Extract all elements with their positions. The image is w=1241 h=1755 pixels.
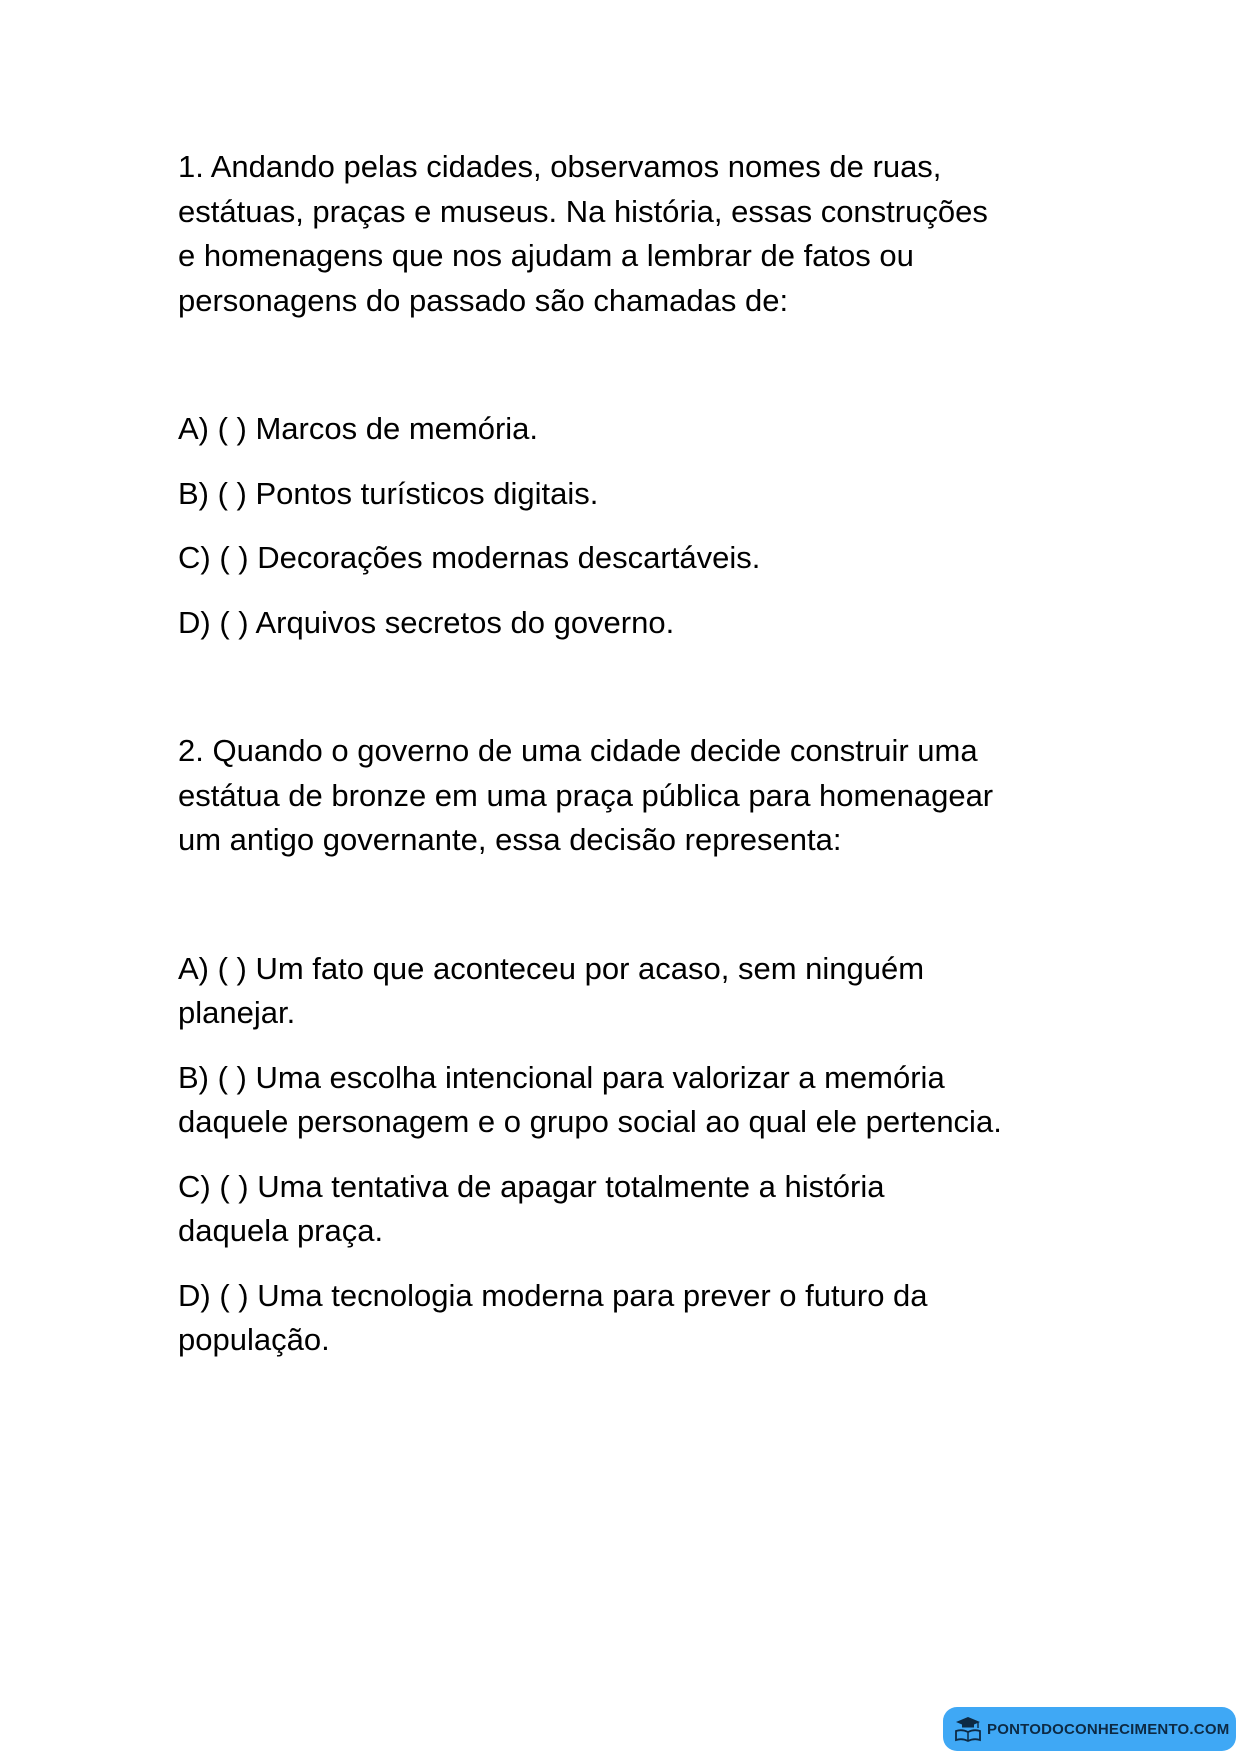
question-1-option-c[interactable]: C) ( ) Decorações modernas descartáveis. — [178, 540, 761, 575]
document-body — [178, 145, 1078, 1383]
question-1 — [178, 145, 1078, 645]
question-2-option-a[interactable]: A) ( ) Um fato que aconteceu por acaso, sem ninguém planejar. — [178, 950, 925, 1030]
question-1-option-d[interactable]: D) ( ) Arquivos secretos do governo. — [178, 604, 675, 640]
question-1-text: 1. Andando pelas cidades, observamos nomes de ruas, estátuas, praças e museus. Na história, essas construções e homenagens que nos ajudam a lembrar de fatos ou personagens do passado são chamadas de: — [178, 149, 988, 318]
question-2-options — [178, 947, 1078, 1363]
site-badge-text: PONTODOCONHECIMENTO.COM — [987, 1720, 1230, 1738]
question-2-option-c[interactable]: C) ( ) Uma tentativa de apagar totalmente a história daquela praça. — [178, 1168, 885, 1248]
question-2-option-d[interactable]: D) ( ) Uma tecnologia moderna para prever o futuro da população. — [178, 1277, 928, 1357]
question-2-option-b[interactable]: B) ( ) Uma escolha intencional para valorizar a memória daquele personagem e o grupo social ao qual ele pertencia. — [178, 1059, 1002, 1139]
graduation-book-icon — [953, 1714, 983, 1744]
question-2-text: 2. Quando o governo de uma cidade decide construir uma estátua de bronze em uma praça pública para homenagear um antigo governante, essa decisão representa: — [178, 733, 994, 857]
question-1-options — [178, 407, 1078, 645]
question-1-option-a[interactable]: A) ( ) Marcos de memória. — [178, 411, 539, 446]
question-1-option-b[interactable]: B) ( ) Pontos turísticos digitais. — [178, 475, 599, 511]
question-2 — [178, 729, 1078, 1363]
site-badge[interactable] — [943, 1707, 1236, 1751]
